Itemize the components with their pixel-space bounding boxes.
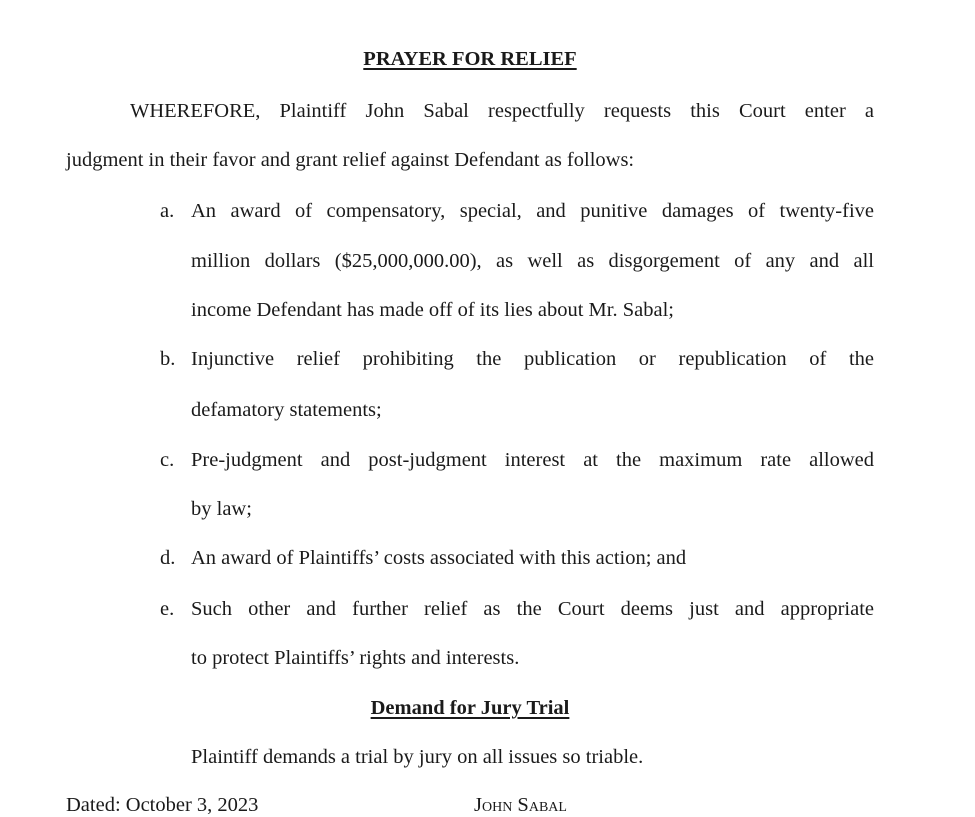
prayer-intro-line-2: judgment in their favor and grant relief against Defendant as follows: bbox=[66, 149, 635, 171]
dated-line: Dated: October 3, 2023 bbox=[66, 794, 259, 816]
relief-item-a-line-3: income Defendant has made off of its lies about Mr. Sabal; bbox=[191, 299, 674, 321]
relief-item-marker-b: b. bbox=[160, 348, 176, 370]
relief-item-e-line-1: Such other and further relief as the Court deems just and appropriate bbox=[191, 598, 874, 620]
prayer-heading: PRAYER FOR RELIEF bbox=[363, 48, 577, 70]
signature-name: John Sabal bbox=[474, 794, 567, 816]
relief-item-a-line-2: million dollars ($25,000,000.00), as well as disgorgement of any and all bbox=[191, 250, 874, 272]
jury-heading: Demand for Jury Trial bbox=[370, 697, 570, 719]
relief-item-b-line-2: defamatory statements; bbox=[191, 399, 382, 421]
relief-item-d-line-1: An award of Plaintiffs’ costs associated with this action; and bbox=[191, 547, 687, 569]
relief-item-b-line-1: Injunctive relief prohibiting the publication or republication of the bbox=[191, 348, 874, 370]
relief-item-marker-d: d. bbox=[160, 547, 176, 569]
relief-item-e-line-2: to protect Plaintiffs’ rights and interests. bbox=[191, 647, 520, 669]
jury-demand-text: Plaintiff demands a trial by jury on all issues so triable. bbox=[191, 746, 644, 768]
relief-item-marker-c: c. bbox=[160, 449, 175, 471]
relief-item-marker-e: e. bbox=[160, 598, 175, 620]
prayer-intro-line-1: WHEREFORE, Plaintiff John Sabal respectfully requests this Court enter a bbox=[130, 100, 874, 122]
relief-item-a-line-1: An award of compensatory, special, and punitive damages of twenty-five bbox=[191, 200, 874, 222]
relief-item-marker-a: a. bbox=[160, 200, 175, 222]
relief-item-c-line-2: by law; bbox=[191, 498, 252, 520]
relief-item-c-line-1: Pre-judgment and post-judgment interest at the maximum rate allowed bbox=[191, 449, 874, 471]
